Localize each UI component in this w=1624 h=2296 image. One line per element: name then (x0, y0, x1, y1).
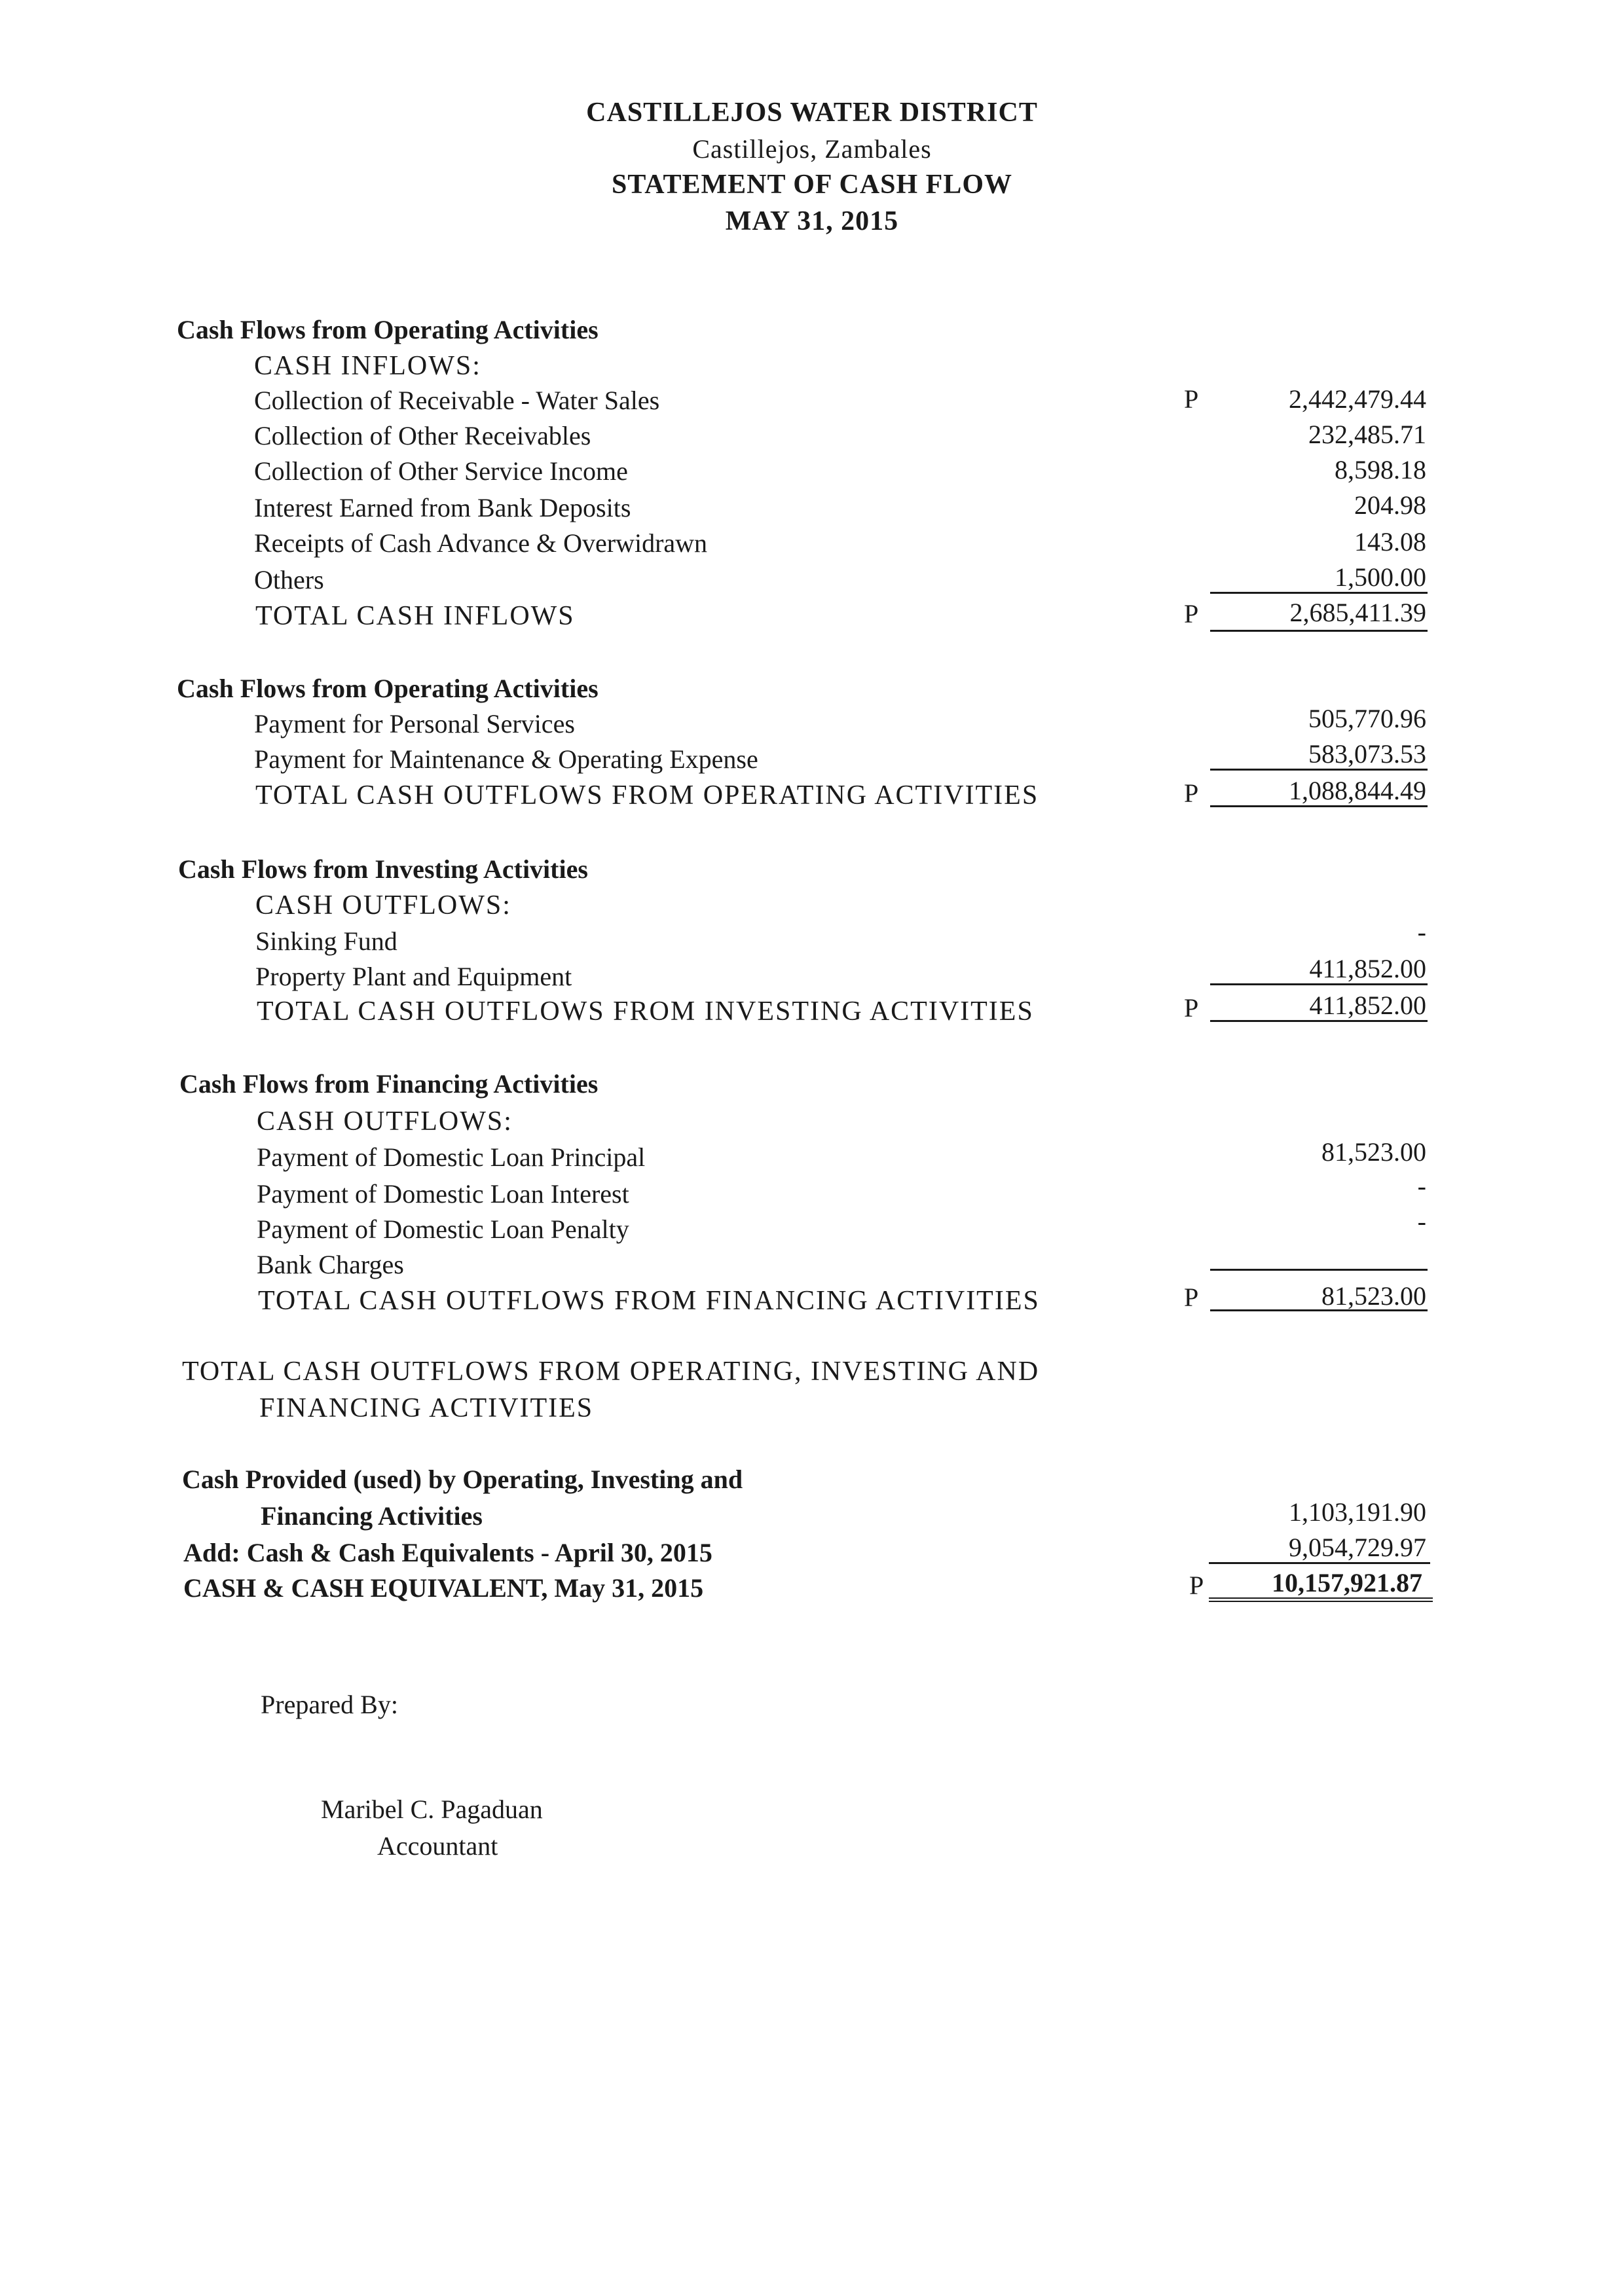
total-financing-amount: 81,523.00 (1321, 1281, 1426, 1311)
ending-cash-amount: 10,157,921.87 (1272, 1568, 1422, 1597)
total-outflows-line2: FINANCING ACTIVITIES (259, 1393, 594, 1423)
total-inflows-label: TOTAL CASH INFLOWS (255, 601, 575, 631)
outflow-label: Payment for Personal Services (254, 709, 575, 738)
currency-symbol: P (1189, 1571, 1204, 1600)
inflow-label: Interest Earned from Bank Deposits (254, 493, 631, 522)
cash-provided-line2: Financing Activities (261, 1501, 483, 1531)
investing-item-label: Property Plant and Equipment (255, 962, 572, 991)
total-investing-amount: 411,852.00 (1309, 991, 1426, 1020)
inflow-label: Receipts of Cash Advance & Overwidrawn (254, 528, 708, 558)
currency-symbol: P (1184, 384, 1199, 414)
ending-cash-label: CASH & CASH EQUIVALENT, May 31, 2015 (183, 1573, 704, 1603)
preparer-position: Accountant (377, 1831, 498, 1861)
inflow-label: Collection of Other Receivables (254, 421, 591, 450)
grand-total-double-rule (1209, 1597, 1433, 1605)
inflow-label: Others (254, 565, 324, 594)
total-operating-outflows-label: TOTAL CASH OUTFLOWS FROM OPERATING ACTIVITIES (255, 780, 1039, 811)
cash-provided-amount: 1,103,191.90 (1289, 1497, 1426, 1527)
operating-inflows-heading: Cash Flows from Operating Activities (177, 315, 599, 344)
total-rule (1210, 630, 1428, 632)
financing-item-label: Payment of Domestic Loan Interest (257, 1179, 629, 1209)
cash-provided-line1: Cash Provided (used) by Operating, Investing and (182, 1465, 743, 1494)
inflow-label: Collection of Other Service Income (254, 456, 628, 486)
org-location: Castillejos, Zambales (692, 134, 932, 164)
investing-item-amount: 411,852.00 (1309, 954, 1426, 983)
financing-item-amount: 81,523.00 (1321, 1137, 1426, 1167)
currency-symbol: P (1184, 778, 1199, 808)
inflow-amount: 1,500.00 (1335, 562, 1426, 592)
total-rule (1210, 1020, 1428, 1022)
cash-inflows-subheading: CASH INFLOWS: (254, 351, 481, 381)
subtotal-rule (1209, 1562, 1430, 1564)
outflow-label: Payment for Maintenance & Operating Expense (254, 744, 758, 774)
inflow-label: Collection of Receivable - Water Sales (254, 386, 660, 415)
total-investing-label: TOTAL CASH OUTFLOWS FROM INVESTING ACTIVITIES (257, 996, 1034, 1027)
inflow-amount: 2,442,479.44 (1289, 384, 1426, 414)
investing-heading: Cash Flows from Investing Activities (178, 854, 588, 884)
total-rule (1210, 805, 1428, 807)
total-rule (1210, 1309, 1428, 1311)
statement-date: MAY 31, 2015 (725, 206, 899, 236)
inflow-amount: 232,485.71 (1308, 420, 1426, 449)
inflow-amount: 143.08 (1354, 527, 1426, 556)
currency-symbol: P (1184, 1283, 1199, 1312)
subtotal-rule (1210, 592, 1428, 594)
financing-subheading: CASH OUTFLOWS: (257, 1106, 513, 1137)
prepared-by-label: Prepared By: (261, 1690, 398, 1719)
inflow-amount: 204.98 (1354, 490, 1426, 520)
investing-item-label: Sinking Fund (255, 926, 397, 956)
financing-item-label: Payment of Domestic Loan Principal (257, 1142, 646, 1172)
financing-item-label: Bank Charges (257, 1250, 404, 1279)
inflow-amount: 8,598.18 (1335, 455, 1426, 484)
financing-item-amount: - (1417, 1171, 1426, 1201)
currency-symbol: P (1184, 993, 1199, 1023)
subtotal-rule (1210, 983, 1428, 985)
financing-item-label: Payment of Domestic Loan Penalty (257, 1214, 629, 1244)
statement-title: STATEMENT OF CASH FLOW (611, 170, 1013, 200)
total-operating-outflows-amount: 1,088,844.49 (1289, 776, 1426, 805)
subtotal-rule (1210, 1269, 1428, 1271)
operating-outflows-heading: Cash Flows from Operating Activities (177, 674, 599, 703)
add-beginning-cash-label: Add: Cash & Cash Equivalents - April 30, 2015 (183, 1538, 712, 1567)
total-financing-label: TOTAL CASH OUTFLOWS FROM FINANCING ACTIVITIES (258, 1286, 1040, 1316)
outflow-amount: 583,073.53 (1308, 739, 1426, 769)
add-beginning-cash-amount: 9,054,729.97 (1289, 1533, 1426, 1562)
financing-item-amount: - (1417, 1207, 1426, 1236)
org-name: CASTILLEJOS WATER DISTRICT (586, 98, 1038, 128)
total-outflows-line1: TOTAL CASH OUTFLOWS FROM OPERATING, INVESTING AND (182, 1357, 1040, 1387)
investing-item-amount: - (1417, 917, 1426, 947)
total-inflows-amount: 2,685,411.39 (1289, 598, 1426, 627)
financing-heading: Cash Flows from Financing Activities (179, 1069, 599, 1099)
subtotal-rule (1210, 769, 1428, 771)
currency-symbol: P (1184, 599, 1199, 629)
preparer-name: Maribel C. Pagaduan (321, 1795, 543, 1824)
outflow-amount: 505,770.96 (1308, 704, 1426, 733)
investing-subheading: CASH OUTFLOWS: (255, 890, 511, 920)
